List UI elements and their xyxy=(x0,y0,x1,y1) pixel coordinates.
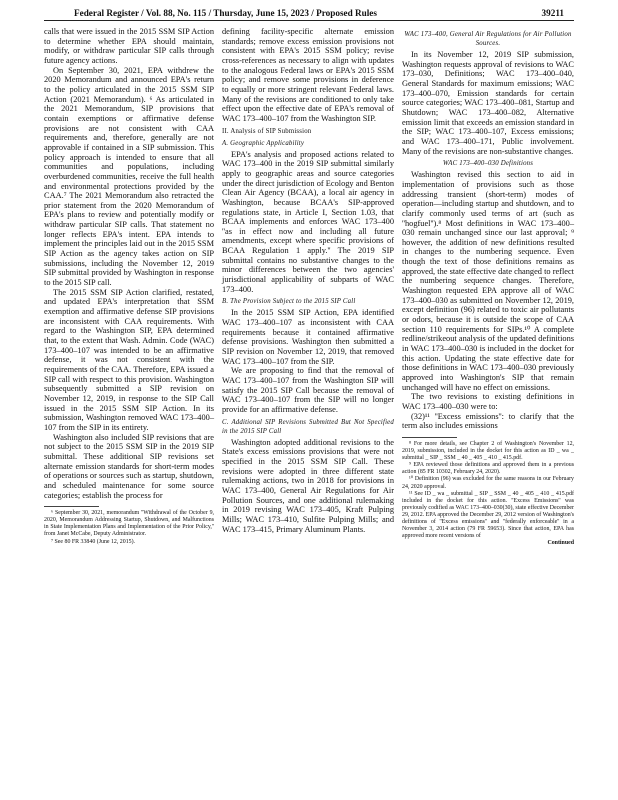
paragraph: On September 30, 2021, EPA withdrew the 2020 Memorandum and announced EPA's return to the policy articulated in the 2015 SSM SIP Action (2021 Memorandum). ⁶ As articulated in the 2021 Memorandum, SIP provisions that contain exemptions or affirmative defense provisions are not consistent with CAA requirements and, therefore, generally are not approvable if contained in a SIP submission. This policy approach is intended to ensure that all communities and populations, including overburdened communities, receive the full health and environmental protections provided by the CAA.⁷ The 2021 Memorandum also retracted the prior statement from the 2020 Memorandum of EPA's plans to review and potentially modify or withdraw particular SIP calls. That statement no longer reflects EPA's intent. EPA intends to implement the principles laid out in the 2015 SSM SIP Action as the agency takes action on SIP submissions, including the November 12, 2019 SIP submittal provided by Washington in response to the 2015 SIP call. xyxy=(44,65,214,288)
column-2 xyxy=(222,27,394,534)
paragraph: defining facility-specific alternate emission standards; remove excess emission provisions not consistent with EPA's 2015 SSM policy; revise cross-references as necessary to align with updates to the analogous Federal laws or EPA's 2015 SSM policy; and remove some provisions in deference to equally or more stringent relevant Federal laws. Many of the revisions are conditioned to only take effect upon the effective date of EPA's removal of WAC 173–400–107 from the Washington SIP. xyxy=(222,27,394,123)
footnote: ⁶ September 30, 2021, memorandum ''Withdrawal of the October 9, 2020, Memorandum Addressing Startup, Shutdown, and Malfunctions in State Implementation Plans and Implementation of the Prior Policy,'' from Janet McCabe, Deputy Administrator. xyxy=(44,510,214,538)
paragraph: In its November 12, 2019 SIP submission, Washington requests approval of revisions to WAC 173–030, Definitions; WAC 173–400–040, General Standards for maximum emissions; WAC 173–400–070, Emission standards for certain source categories; WAC 173–400–081, Startup and Shutdown; WAC 173–400–082, Alternative emission limit that exceeds an emission standard in the SIP; WAC 173–400–107, Excess emissions; and WAC 173–400–171, Public involvement. Many of the revisions are non-substantive changes. xyxy=(402,50,574,156)
paragraph: We are proposing to find that the removal of WAC 173–400–107 from the Washington SIP will satisfy the 2015 SIP Call because the removal of WAC 173–400–107 from the SIP will no longer provide for an affirmative defense. xyxy=(222,366,394,414)
footnote: ¹¹ See ID _ wa _ submittal _ SIP _ SSM _ 40 _ 405 _ 410 _ 415.pdf included in the docket for this action. ''Excess Emissions'' was previously codified as WAC 173–400–030(30), state effective December 29, 2012. EPA approved the December 29, 2012 version of Washington's definitions of ''Excess emissions'' and ''federally enforceable'' in a November 3, 2014 action (79 FR 59653). Since that action, EPA has approved more recent versions of xyxy=(402,490,574,540)
subsection-heading: B. The Provision Subject to the 2015 SIP Call xyxy=(222,298,356,306)
subsection-heading: WAC 173–400–030 Definitions xyxy=(442,160,534,168)
header-rule xyxy=(44,20,574,21)
column-1 xyxy=(44,27,214,546)
footnote: ¹⁰ Definition (96) was excluded for the same reasons in our February 24, 2020 approval. xyxy=(402,476,574,490)
page-number: 39211 xyxy=(541,8,564,18)
footnote: ⁹ EPA reviewed those definitions and approved them in a previous action (85 FR 10302, February 24, 2020). xyxy=(402,462,574,476)
header-citation: Federal Register / Vol. 88, No. 115 / Thursday, June 15, 2023 / Proposed Rules xyxy=(74,8,377,18)
paragraph: Washington revised this section to aid in implementation of provisions such as those addressing transient (short-term) modes of operation—including startup and shutdown, and to clarify commonly used terms of art (such as ''hogfuel'').⁸ Most definitions in WAC 173–400–030 remain unchanged since our last approval; ⁹ however, the addition of new definitions resulted in changes to the numbering sequence. Even though the text of those definitions remains as approved, the state effective date changed to reflect the numbering sequence changes. Therefore, Washington requested EPA approve all of WAC 173–400–030 as submitted on November 12, 2019, except definition (96) related to toxic air pollutants or odors, because it is outside the scope of CAA section 110 requirements for SIPs.¹⁰ A complete redline/strikeout analysis of the updated definitions in WAC 173–400–030 is included in the docket for this action. Updating the state effective date for those definitions in WAC 173–400–030 previously approved into Washington's SIP that remain unchanged will have no effect on emissions. xyxy=(402,170,574,392)
paragraph: Washington also included SIP revisions that are not subject to the 2015 SSM SIP in the 2019 SIP submittal. These additional SIP revisions set alternate emission standards for short-term modes of operations or sources such as startup, shutdown, and scheduled maintenance for some source categories; establish the process for xyxy=(44,432,214,500)
continued-label: Continued xyxy=(547,540,574,547)
paragraph: In the 2015 SSM SIP Action, EPA identified WAC 173–400–107 as inconsistent with CAA requirements because it contained affirmative defense provisions. Washington then submitted a SIP revision on November 12, 2019, that removed WAC 173–400–107 from the SIP. xyxy=(222,308,394,366)
footnote-rule xyxy=(44,506,99,507)
paragraph: The two revisions to existing definitions in WAC 173–400–030 were to: xyxy=(402,392,574,411)
footnote: ⁸ For more details, see Chapter 2 of Washington's November 12, 2019, submission, included in the docket for this action as ID _ wa _ submittal _ SIP _ SSM _ 40 _ 405 _ 410 _ 415.pdf. xyxy=(402,440,574,462)
footnote-rule xyxy=(402,437,457,438)
paragraph: Washington adopted additional revisions to the State's excess emissions provisions that were not specified in the 2015 SSM SIP Call. These revisions were adopted in three different state rulemaking actions, two in 2018 for provisions in WAC 173–400, General Air Regulations for Air Pollution Sources, and one additional rulemaking in 2019 revising WAC 173–405, Kraft Pulping Mills; WAC 173–410, Sulfite Pulping Mills; and WAC 173–415, Primary Aluminum Plants. xyxy=(222,437,394,534)
section-heading: II. Analysis of SIP Submission xyxy=(222,127,312,135)
subsection-heading: WAC 173–400, General Air Regulations for Air Pollution Sources. xyxy=(404,31,572,47)
footnote: ⁷ See 80 FR 33840 (June 12, 2015). xyxy=(51,538,136,545)
column-3 xyxy=(402,27,574,547)
paragraph: The 2015 SSM SIP Action clarified, restated, and updated EPA's interpretation that SSM exemption and affirmative defense SIP provisions are inconsistent with CAA requirements. With regard to the Washington SIP, EPA determined that, to the extent that Wash. Admin. Code (WAC) 173–400–107 was intended to be an affirmative defense, it was not consistent with the requirements of the CAA. Therefore, EPA issued a SIP call with respect to this provision. Washington subsequently submitted a SIP revision on November 12, 2019, in response to the SIP Call issued in the 2015 SSM SIP Action. In its submission, Washington removed WAC 173–400–107 from the SIP in its entirety. xyxy=(44,287,214,432)
paragraph: EPA's analysis and proposed actions related to WAC 173–400 in the 2019 SIP submittal similarly apply to geographic areas and source categories under the direct jurisdiction of Ecology and Benton Clean Air Agency (BCAA), a local air agency in Washington, because BCAA's SIP-approved regulations state, in Article I, Section 1.03, that BCAA implements and enforces WAC 173–400 ''as in effect now and including all future amendments, except where specific provisions of BCAA Regulation 1 apply.'' The 2019 SIP submittal contains no substantive changes to the minor differences between the two agencies' jurisdictional applicability of subparts of WAC 173–400. xyxy=(222,149,394,294)
paragraph: (32)¹¹ ''Excess emissions'': to clarify that the term also includes emissions xyxy=(402,411,574,431)
page-header xyxy=(74,6,564,20)
subsection-heading: A. Geographic Applicability xyxy=(222,139,305,147)
subsection-heading: C. Additional SIP Revisions Submitted But Not Specified in the 2015 SIP Call xyxy=(222,418,394,435)
paragraph: calls that were issued in the 2015 SSM SIP Action to determine whether EPA should maintain, modify, or withdraw particular SIP calls through future agency actions. xyxy=(44,27,214,65)
